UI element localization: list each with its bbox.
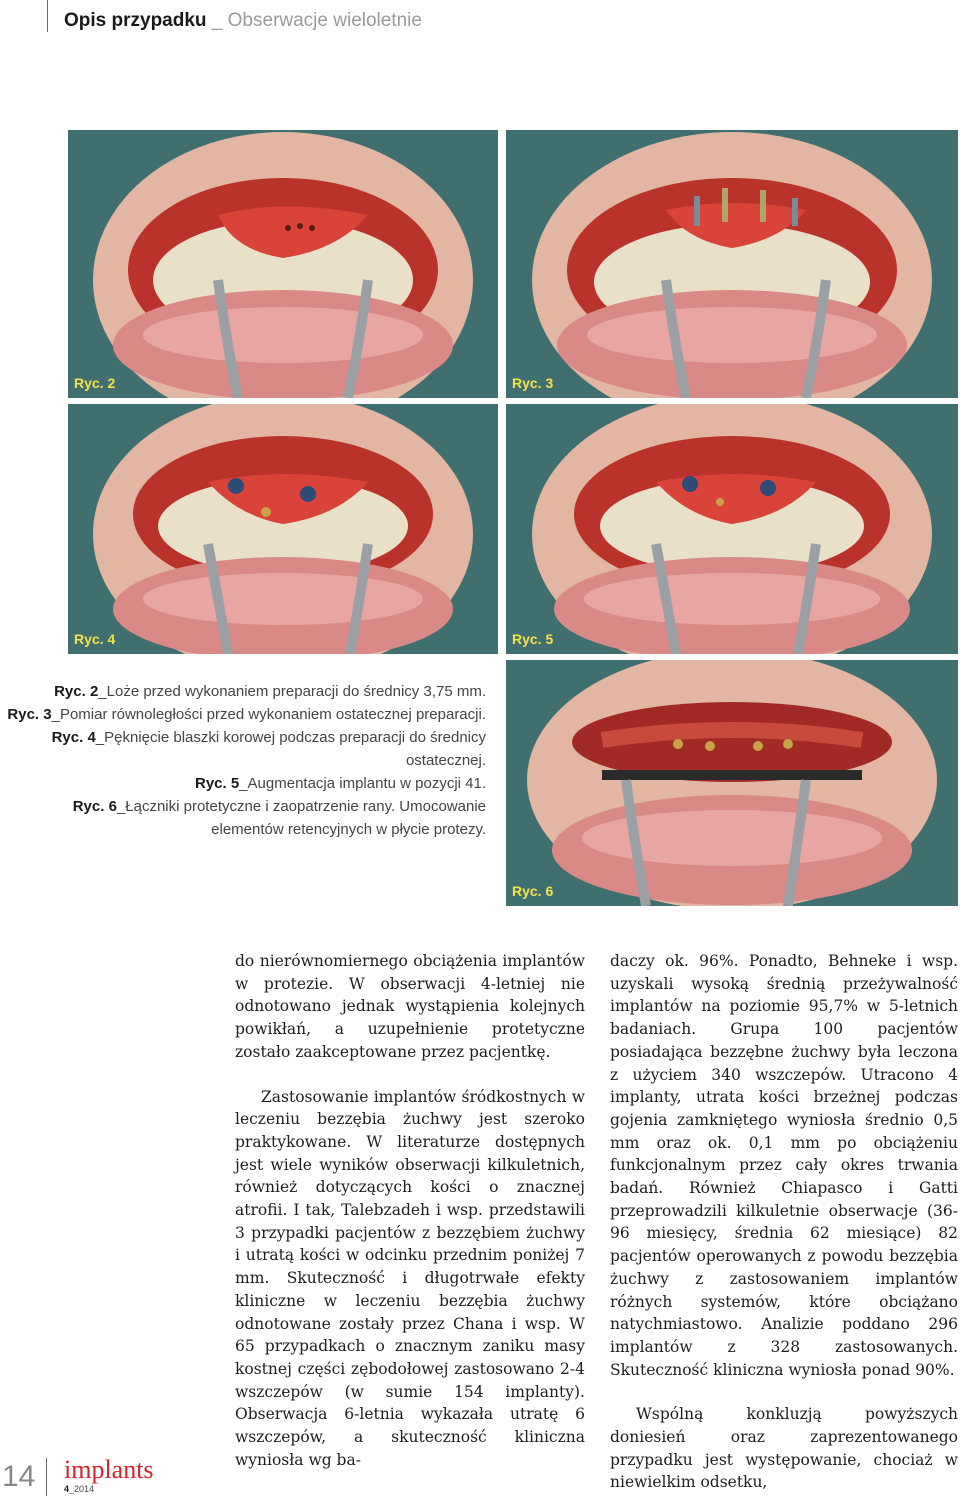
body-column-left (235, 950, 585, 1471)
body-paragraph: daczy ok. 96%. Ponadto, Behneke i wsp. uzyskali wysoką średnią przeżywalność implantów na poziomie 95,7% w 5-letnich badaniach. Grupa 100 pacjentów posiadająca bezzębne żuchwy była leczona z użyciem 340 wszczepów. Utracono 4 implanty, utrata kości brzeżnej podczas gojenia zamkniętego wyniosła średnio 0,5 mm oraz ok. 0,1 mm po obciążeniu funkcjonalnym przez cały okres trwania badań. Również Chiapasco i Gatti przeprowadzili kilkuletnie obserwacje (36-96 miesięcy, średnia 62 miesiące) 82 pacjentów operowanych z powodu bezzębia żuchwy z zastosowaniem implantów różnych systemów, które obciążano natychmiastowo. Analizie poddano 296 implantów z 328 zastosowanych. Skuteczność kliniczna wyniosła ponad 90%. (610, 952, 958, 1379)
figure-5-photo (506, 404, 958, 654)
figure-6-photo (506, 660, 958, 906)
caption-ryc-5: Ryc. 5_Augmentacja implantu w pozycji 41. (195, 775, 486, 792)
oral-surgery-photo (68, 404, 498, 654)
issue-number: 4_2014 (64, 1484, 95, 1494)
journal-logo: implants (64, 1455, 154, 1484)
caption-ryc-6: Ryc. 6_Łączniki protetyczne i zaopatrzenie rany. Umocowanie elementów retencyjnych w płycie protezy. (72, 798, 486, 838)
oral-surgery-photo (506, 660, 958, 906)
oral-surgery-photo (506, 130, 958, 398)
caption-ryc-3: Ryc. 3_Pomiar równoległości przed wykonaniem ostatecznej preparacji. (7, 706, 486, 723)
caption-ryc-2: Ryc. 2_Loże przed wykonaniem preparacji do średnicy 3,75 mm. (54, 683, 486, 700)
caption-ryc-4: Ryc. 4_Pęknięcie blaszki korowej podczas preparacji do średnicy ostatecznej. (51, 729, 486, 769)
body-paragraph: do nierównomiernego obciążenia implantów w protezie. W obserwacji 4-letniej nie odnotowano jednak wystąpienia kolejnych powikłań, a uzupełnienie protetyczne zostało zaakceptowane przez pacjentkę. (235, 952, 585, 1061)
running-header (64, 10, 422, 32)
figure-label: Ryc. 3 (512, 375, 554, 391)
body-paragraph: Zastosowanie implantów śródkostnych w leczeniu bezzębia żuchwy jest szeroko praktykowane. W literaturze dostępnych jest wiele wyników obserwacji kilkuletnich, również dotyczących kości o znacznej atrofii. I tak, Talebzadeh i wsp. przedstawili 3 przypadki pacjentów z bezzębiem żuchwy i utratą kości w odcinku przednim poniżej 7 mm. Skuteczność i długotrwałe efekty kliniczne w leczeniu bezzębia żuchwy odnotowane zostały przez Chana i wsp. W 65 przypadkach o znacznym zaniku masy kostnej części zębodołowej zastosowano 2-4 wszczepów (w sumie 154 implanty). Obserwacja 6-letnia wykazała utratę 6 wszczepów, a skuteczność kliniczna wyniosła wg ba- (235, 1087, 585, 1469)
figure-2-photo (68, 130, 498, 398)
figure-label: Ryc. 2 (74, 375, 116, 391)
header-rule (47, 0, 48, 32)
footer-rule (46, 1458, 47, 1496)
figure-label: Ryc. 5 (512, 631, 554, 647)
figure-label: Ryc. 4 (74, 631, 116, 647)
figure-3-photo (506, 130, 958, 398)
page-number: 14 (2, 1460, 36, 1493)
figure-captions (0, 680, 486, 841)
header-subtitle: _ Obserwacje wieloletnie (206, 10, 422, 31)
oral-surgery-photo (506, 404, 958, 654)
header-section: Opis przypadku (64, 10, 207, 31)
oral-surgery-photo (68, 130, 498, 398)
figure-4-photo (68, 404, 498, 654)
body-column-right (610, 950, 958, 1494)
figure-label: Ryc. 6 (512, 883, 554, 899)
body-paragraph: Wspólną konkluzją powyższych doniesień oraz zaprezentowanego przypadku jest występowanie, chociaż w niewielkim odsetku, (610, 1405, 958, 1492)
